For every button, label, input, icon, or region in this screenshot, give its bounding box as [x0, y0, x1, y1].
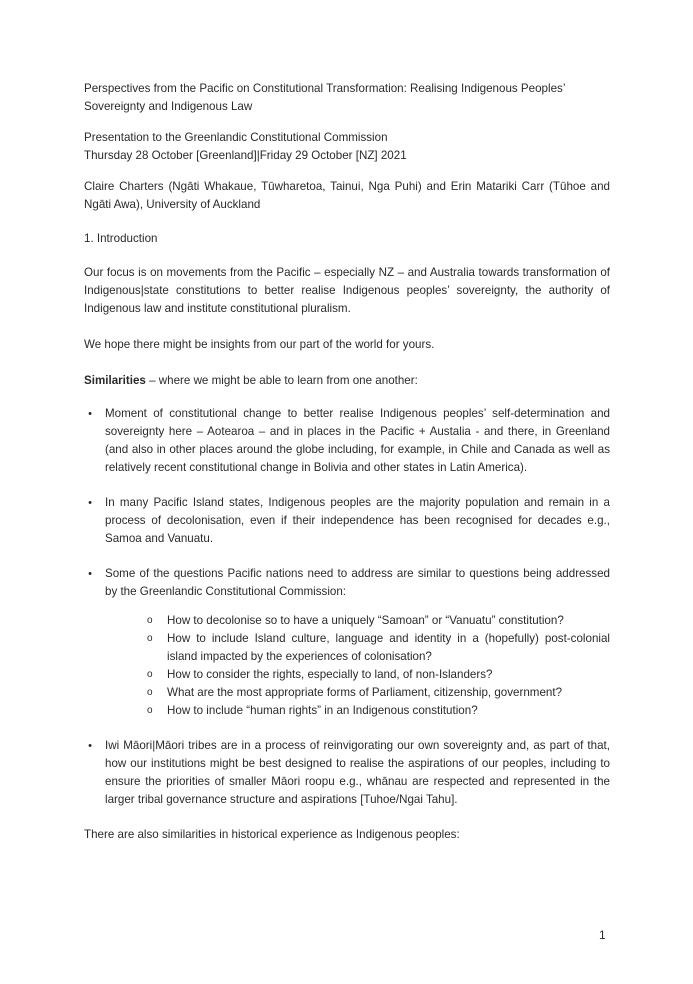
- list-item-text: Iwi Māori|Māori tribes are in a process of reinvigorating our own sovereignty and, as part of that, how our institutions might be best designed to realise the aspirations of our peoples, including to ensure the priorities of smaller Māori roopu e.g., whānau are respected and represented in the larger tribal governance structure and aspirations [Tuhoe/Ngai Tahu].: [105, 739, 610, 806]
- question-text: How to decolonise so to have a uniquely “Samoan” or “Vanuatu” constitution?: [167, 614, 564, 627]
- list-item-text: Moment of constitutional change to better realise Indigenous peoples’ self-determination and sovereignty here – Aotearoa – and in places in the Pacific + Austalia - and there, in Greenland (and also in other places around the globe including, for example, in Chile and Canada as well as relatively recent constitutional change in Bolivia and other states in Latin America).: [105, 407, 610, 474]
- question-text: What are the most appropriate forms of Parliament, citizenship, government?: [167, 686, 563, 699]
- bullet-icon: •: [88, 568, 92, 580]
- bullet-icon: •: [88, 408, 92, 420]
- question-item: [147, 666, 610, 684]
- list-item: [84, 565, 610, 720]
- list-item-text: In many Pacific Island states, Indigenous peoples are the majority population and remain in a process of decolonisation, even if their independence has been recognised for decades e.g., Samoa and Vanuatu.: [105, 496, 610, 545]
- question-text: How to include Island culture, language and identity in a (hopefully) post-colonial island impacted by the experiences of colonisation?: [167, 632, 610, 663]
- bullet-icon: •: [88, 740, 92, 752]
- intro-paragraph: Our focus is on movements from the Pacific – especially NZ – and Australia towards transformation of Indigenous|state constitutions to better realise Indigenous peoples’ sovereignty, the authority of Indigenous law and institute constitutional pluralism.: [84, 266, 610, 315]
- similarities-intro: [84, 372, 610, 390]
- similarities-text: – where we might be able to learn from one another:: [145, 374, 418, 387]
- bullet-icon: •: [88, 497, 92, 509]
- section-heading: 1. Introduction: [84, 232, 158, 245]
- circle-bullet-icon: o: [147, 633, 153, 644]
- presentation-info: [84, 129, 610, 165]
- closing-paragraph: There are also similarities in historical experience as Indigenous peoples:: [84, 828, 460, 841]
- similarities-label: Similarities: [84, 374, 146, 387]
- circle-bullet-icon: o: [147, 669, 153, 680]
- question-item: [147, 630, 610, 666]
- question-item: [147, 702, 610, 720]
- hope-paragraph: We hope there might be insights from our part of the world for yours.: [84, 338, 435, 351]
- question-item: [147, 612, 610, 630]
- list-item-text: Some of the questions Pacific nations need to address are similar to questions being addressed by the Greenlandic Constitutional Commission:: [105, 567, 610, 598]
- list-item: [84, 737, 610, 809]
- document-title: Perspectives from the Pacific on Constitutional Transformation: Realising Indigenous Peoples’ Sovereignty and Indigenous Law: [84, 82, 565, 113]
- page-content: [84, 80, 610, 862]
- question-text: How to consider the rights, especially to land, of non-Islanders?: [167, 668, 493, 681]
- question-text: How to include “human rights” in an Indigenous constitution?: [167, 704, 478, 717]
- circle-bullet-icon: o: [147, 687, 153, 698]
- presentation-line: Presentation to the Greenlandic Constitutional Commission: [84, 131, 388, 144]
- circle-bullet-icon: o: [147, 705, 153, 716]
- list-item: [84, 494, 610, 548]
- circle-bullet-icon: o: [147, 615, 153, 626]
- presentation-date: Thursday 28 October [Greenland]|Friday 29 October [NZ] 2021: [84, 149, 407, 162]
- list-item: [84, 405, 610, 477]
- similarities-list: [84, 405, 610, 809]
- questions-list: [105, 612, 610, 720]
- page-number: 1: [599, 928, 606, 942]
- authors-line: Claire Charters (Ngāti Whakaue, Tūwharetoa, Tainui, Nga Puhi) and Erin Matariki Carr (Tūhoe and Ngāti Awa), University of Auckland: [84, 180, 610, 211]
- question-item: [147, 684, 610, 702]
